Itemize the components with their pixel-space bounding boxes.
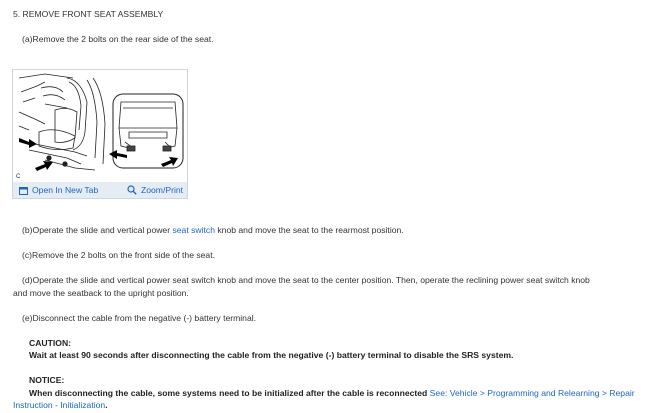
notice-heading: NOTICE:: [29, 375, 65, 385]
step-d-text-line2: and move the seatback to the upright position.: [13, 288, 189, 298]
step-e-text: (e)Disconnect the cable from the negative (-) battery terminal.: [22, 313, 257, 323]
figure-toolbar: [13, 182, 187, 198]
initialization-link-continued[interactable]: Instruction - Initialization: [13, 400, 106, 410]
step-a-text: (a)Remove the 2 bolts on the rear side of the seat.: [22, 34, 214, 44]
seat-bolt-figure: [12, 69, 188, 199]
step-d-text-line1: (d)Operate the slide and vertical power seat switch knob and move the seat to the center position. Then, operate the reclining power seat switch knob: [22, 275, 590, 285]
step-title: 5. REMOVE FRONT SEAT ASSEMBLY: [13, 9, 164, 19]
open-in-new-tab-icon: [19, 186, 28, 195]
step-b-prefix: (b)Operate the slide and vertical power: [22, 225, 173, 235]
notice-text: When disconnecting the cable, some systems need to be initialized after the cable is reconnected: [29, 388, 428, 398]
zoom-print-button[interactable]: [127, 184, 183, 196]
open-in-new-tab-button[interactable]: [19, 184, 98, 196]
step-c-text: (c)Remove the 2 bolts on the front side of the seat.: [22, 250, 215, 260]
notice-text-line1: [29, 388, 635, 399]
caution-heading: CAUTION:: [29, 338, 72, 348]
step-b-text: [22, 225, 404, 236]
caution-text: Wait at least 90 seconds after disconnecting the cable from the negative (-) battery terminal to disable the SRS system.: [29, 350, 514, 360]
seat-bolt-illustration: [15, 72, 185, 180]
notice-text-line2: [13, 400, 108, 411]
step-b-suffix: knob and move the seat to the rearmost position.: [214, 225, 404, 235]
figure-letter: C: [16, 174, 21, 180]
notice-period: .: [105, 400, 108, 410]
open-in-new-tab-label: Open In New Tab: [32, 185, 99, 195]
initialization-link[interactable]: See: Vehicle > Programming and Relearning > Repair: [427, 388, 635, 398]
seat-switch-link[interactable]: seat switch: [172, 225, 215, 235]
zoom-print-label: Zoom/Print: [141, 185, 184, 195]
magnifier-icon: [127, 185, 137, 195]
